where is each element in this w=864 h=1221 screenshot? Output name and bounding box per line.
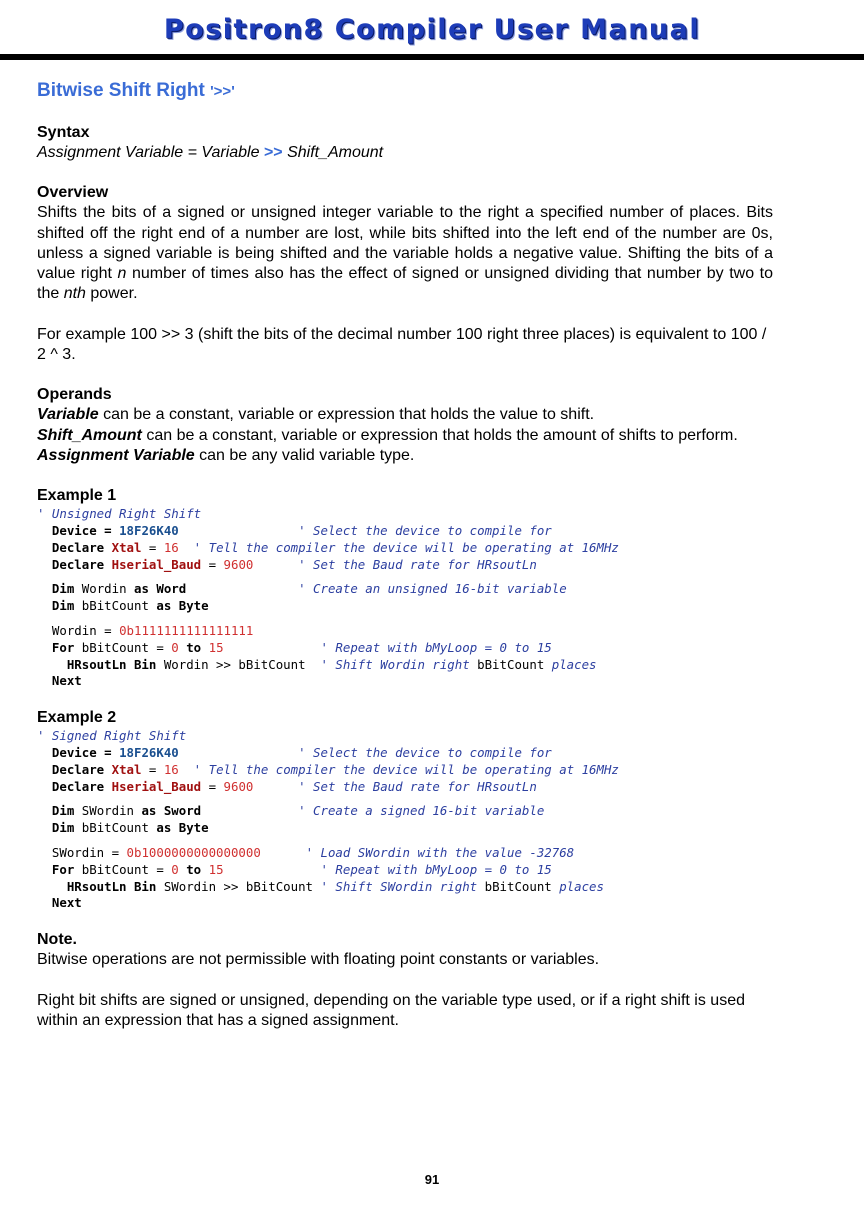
code-keyword: Declare bbox=[37, 539, 112, 555]
code-comment: ' Select the device to compile for bbox=[178, 523, 552, 539]
code-number: 15 bbox=[208, 861, 224, 877]
code-line bbox=[37, 623, 773, 640]
code-line bbox=[37, 640, 773, 657]
code-keyword: as Byte bbox=[156, 598, 209, 614]
code-comment: ' Shift Wordin right bbox=[320, 656, 478, 672]
code-comment: ' Tell the compiler the device will be operating at 16MHz bbox=[178, 761, 619, 777]
code-variable: Xtal bbox=[111, 539, 142, 555]
code-keyword: Declare bbox=[37, 761, 112, 777]
code-number: 9600 bbox=[223, 556, 254, 572]
example2-code bbox=[37, 728, 773, 912]
code-comment: places bbox=[544, 656, 597, 672]
code-keyword: Declare bbox=[37, 556, 112, 572]
code-number: 15 bbox=[208, 639, 224, 655]
code-number: 0 bbox=[171, 861, 179, 877]
code-text: SWordin bbox=[74, 803, 142, 819]
code-line bbox=[37, 879, 773, 896]
code-keyword: to bbox=[178, 639, 209, 655]
code-line bbox=[37, 728, 773, 745]
code-keyword: Declare bbox=[37, 778, 112, 794]
code-text: Wordin >> bBitCount bbox=[156, 656, 321, 672]
code-keyword: as Sword bbox=[141, 803, 202, 819]
code-number: 9600 bbox=[223, 778, 254, 794]
code-comment: places bbox=[551, 878, 604, 894]
overview-text-2: number of times also has the effect of signed or unsigned dividing that number by two to the bbox=[37, 265, 774, 303]
code-line bbox=[37, 581, 773, 598]
code-number: 0b1000000000000000 bbox=[126, 845, 261, 861]
syntax-line bbox=[37, 143, 773, 163]
page-number: 91 bbox=[424, 1172, 440, 1187]
code-keyword: as Byte bbox=[156, 820, 209, 836]
overview-heading: Overview bbox=[37, 184, 109, 202]
code-text: = bbox=[201, 556, 224, 572]
code-comment: ' Create a signed 16-bit variable bbox=[201, 803, 545, 819]
code-line bbox=[37, 598, 773, 615]
code-line bbox=[37, 762, 773, 779]
code-keyword: Dim bbox=[37, 803, 75, 819]
manual-title: Positron8 Compiler User Manual bbox=[163, 14, 701, 45]
code-keyword: to bbox=[178, 861, 209, 877]
syntax-part2: Shift_Amount bbox=[282, 144, 384, 161]
code-text: Wordin bbox=[74, 581, 134, 597]
operand-desc: can be any valid variable type. bbox=[194, 446, 415, 464]
code-variable: Hserial_Baud bbox=[111, 556, 202, 572]
code-comment: ' Signed Right Shift bbox=[37, 728, 187, 744]
code-keyword: as Word bbox=[134, 581, 187, 597]
code-keyword: HRsoutLn Bin bbox=[37, 878, 157, 894]
code-line bbox=[37, 506, 773, 523]
syntax-part1: Assignment Variable = Variable bbox=[37, 144, 264, 161]
code-text: bBitCount bbox=[74, 598, 157, 614]
operand-name: Variable bbox=[37, 406, 99, 424]
code-line bbox=[37, 557, 773, 574]
code-line bbox=[37, 540, 773, 557]
code-comment: ' Set the Baud rate for HRsoutLn bbox=[253, 778, 537, 794]
note-heading: Note. bbox=[37, 931, 77, 949]
overview-paragraph bbox=[37, 203, 773, 304]
example1-code bbox=[37, 506, 773, 690]
overview-nth: nth bbox=[63, 285, 86, 303]
syntax-heading: Syntax bbox=[37, 124, 90, 141]
code-variable: Xtal bbox=[111, 761, 142, 777]
code-keyword: For bbox=[37, 639, 75, 655]
section-operator: '>>' bbox=[210, 83, 235, 100]
example1-heading: Example 1 bbox=[37, 487, 117, 505]
code-text: bBitCount = bbox=[74, 639, 172, 655]
code-comment: ' Unsigned Right Shift bbox=[37, 506, 202, 522]
code-text: SWordin >> bBitCount bbox=[156, 878, 321, 894]
note-paragraph-1: Bitwise operations are not permissible with floating point constants or variables. bbox=[37, 951, 600, 969]
code-line bbox=[37, 820, 773, 837]
overview-n: n bbox=[117, 265, 127, 283]
code-comment: ' Select the device to compile for bbox=[178, 745, 552, 761]
code-keyword: Device = bbox=[37, 523, 120, 539]
code-comment: ' Create an unsigned 16-bit variable bbox=[186, 581, 567, 597]
code-text: bBitCount bbox=[477, 656, 545, 672]
note-paragraph-2: Right bit shifts are signed or unsigned, depending on the variable type used, or if a right shift is used within an expression that has a signed assignment. bbox=[37, 991, 745, 1029]
code-text: bBitCount bbox=[484, 878, 552, 894]
code-keyword: For bbox=[37, 861, 75, 877]
code-number: 16 bbox=[163, 539, 179, 555]
page-header bbox=[0, 0, 864, 62]
operand-desc: can be a constant, variable or expression that holds the amount of shifts to perform. bbox=[141, 426, 738, 444]
code-keyword: Dim bbox=[37, 598, 75, 614]
code-keyword: Next bbox=[37, 673, 82, 689]
code-text: bBitCount bbox=[74, 820, 157, 836]
header-rule bbox=[0, 54, 864, 60]
overview-example-paragraph: For example 100 >> 3 (shift the bits of the decimal number 100 right three places) is equivalent to 100 / 2 ^ 3. bbox=[37, 325, 767, 364]
code-device: 18F26K40 bbox=[119, 523, 179, 539]
code-comment: ' Set the Baud rate for HRsoutLn bbox=[253, 556, 537, 572]
operands-heading: Operands bbox=[37, 386, 112, 404]
code-keyword: Device = bbox=[37, 745, 120, 761]
code-text: Wordin = bbox=[37, 623, 120, 639]
code-comment: ' Tell the compiler the device will be operating at 16MHz bbox=[178, 539, 619, 555]
code-variable: Hserial_Baud bbox=[111, 778, 202, 794]
operand-name: Shift_Amount bbox=[37, 426, 142, 444]
code-line bbox=[37, 745, 773, 762]
code-number: 16 bbox=[163, 761, 179, 777]
code-line bbox=[37, 657, 773, 674]
code-number: 0b1111111111111111 bbox=[119, 623, 254, 639]
code-line bbox=[37, 845, 773, 862]
code-device: 18F26K40 bbox=[119, 745, 179, 761]
operand-name: Assignment Variable bbox=[37, 446, 195, 464]
operand-variable bbox=[37, 405, 773, 425]
code-line bbox=[37, 862, 773, 879]
overview-text-3: power. bbox=[85, 285, 138, 303]
section-title bbox=[37, 80, 773, 102]
code-line bbox=[37, 779, 773, 796]
code-number: 0 bbox=[171, 639, 179, 655]
section-title-text: Bitwise Shift Right bbox=[37, 80, 205, 101]
operand-assignment-variable bbox=[37, 446, 773, 466]
operand-shift-amount bbox=[37, 426, 773, 446]
example2-heading: Example 2 bbox=[37, 709, 117, 727]
code-keyword: Next bbox=[37, 895, 82, 911]
syntax-operator: >> bbox=[263, 144, 283, 161]
overview-text-1: Shifts the bits of a signed or unsigned integer variable to the right a specified number of places. Bits shifted off the right end of a number are lost, while bits shifted into the left end of the number are 0s, unless a signed variable is being shifted and the variable holds a negative value. Shifting the bits of a value right bbox=[37, 204, 773, 283]
code-keyword: HRsoutLn Bin bbox=[37, 656, 157, 672]
code-keyword: Dim bbox=[37, 820, 75, 836]
code-text: = bbox=[141, 539, 164, 555]
code-line bbox=[37, 673, 773, 690]
code-text: = bbox=[201, 778, 224, 794]
code-comment: ' Repeat with bMyLoop = 0 to 15 bbox=[223, 861, 552, 877]
code-line bbox=[37, 895, 773, 912]
code-text: = bbox=[141, 761, 164, 777]
code-comment: ' Repeat with bMyLoop = 0 to 15 bbox=[223, 639, 552, 655]
code-text: bBitCount = bbox=[74, 861, 172, 877]
code-comment: ' Shift SWordin right bbox=[320, 878, 485, 894]
operand-desc: can be a constant, variable or expression that holds the value to shift. bbox=[98, 406, 595, 424]
code-text: SWordin = bbox=[37, 845, 127, 861]
code-comment: ' Load SWordin with the value -32768 bbox=[260, 845, 575, 861]
code-line bbox=[37, 803, 773, 820]
code-line bbox=[37, 523, 773, 540]
code-keyword: Dim bbox=[37, 581, 75, 597]
page-content bbox=[37, 80, 773, 1031]
